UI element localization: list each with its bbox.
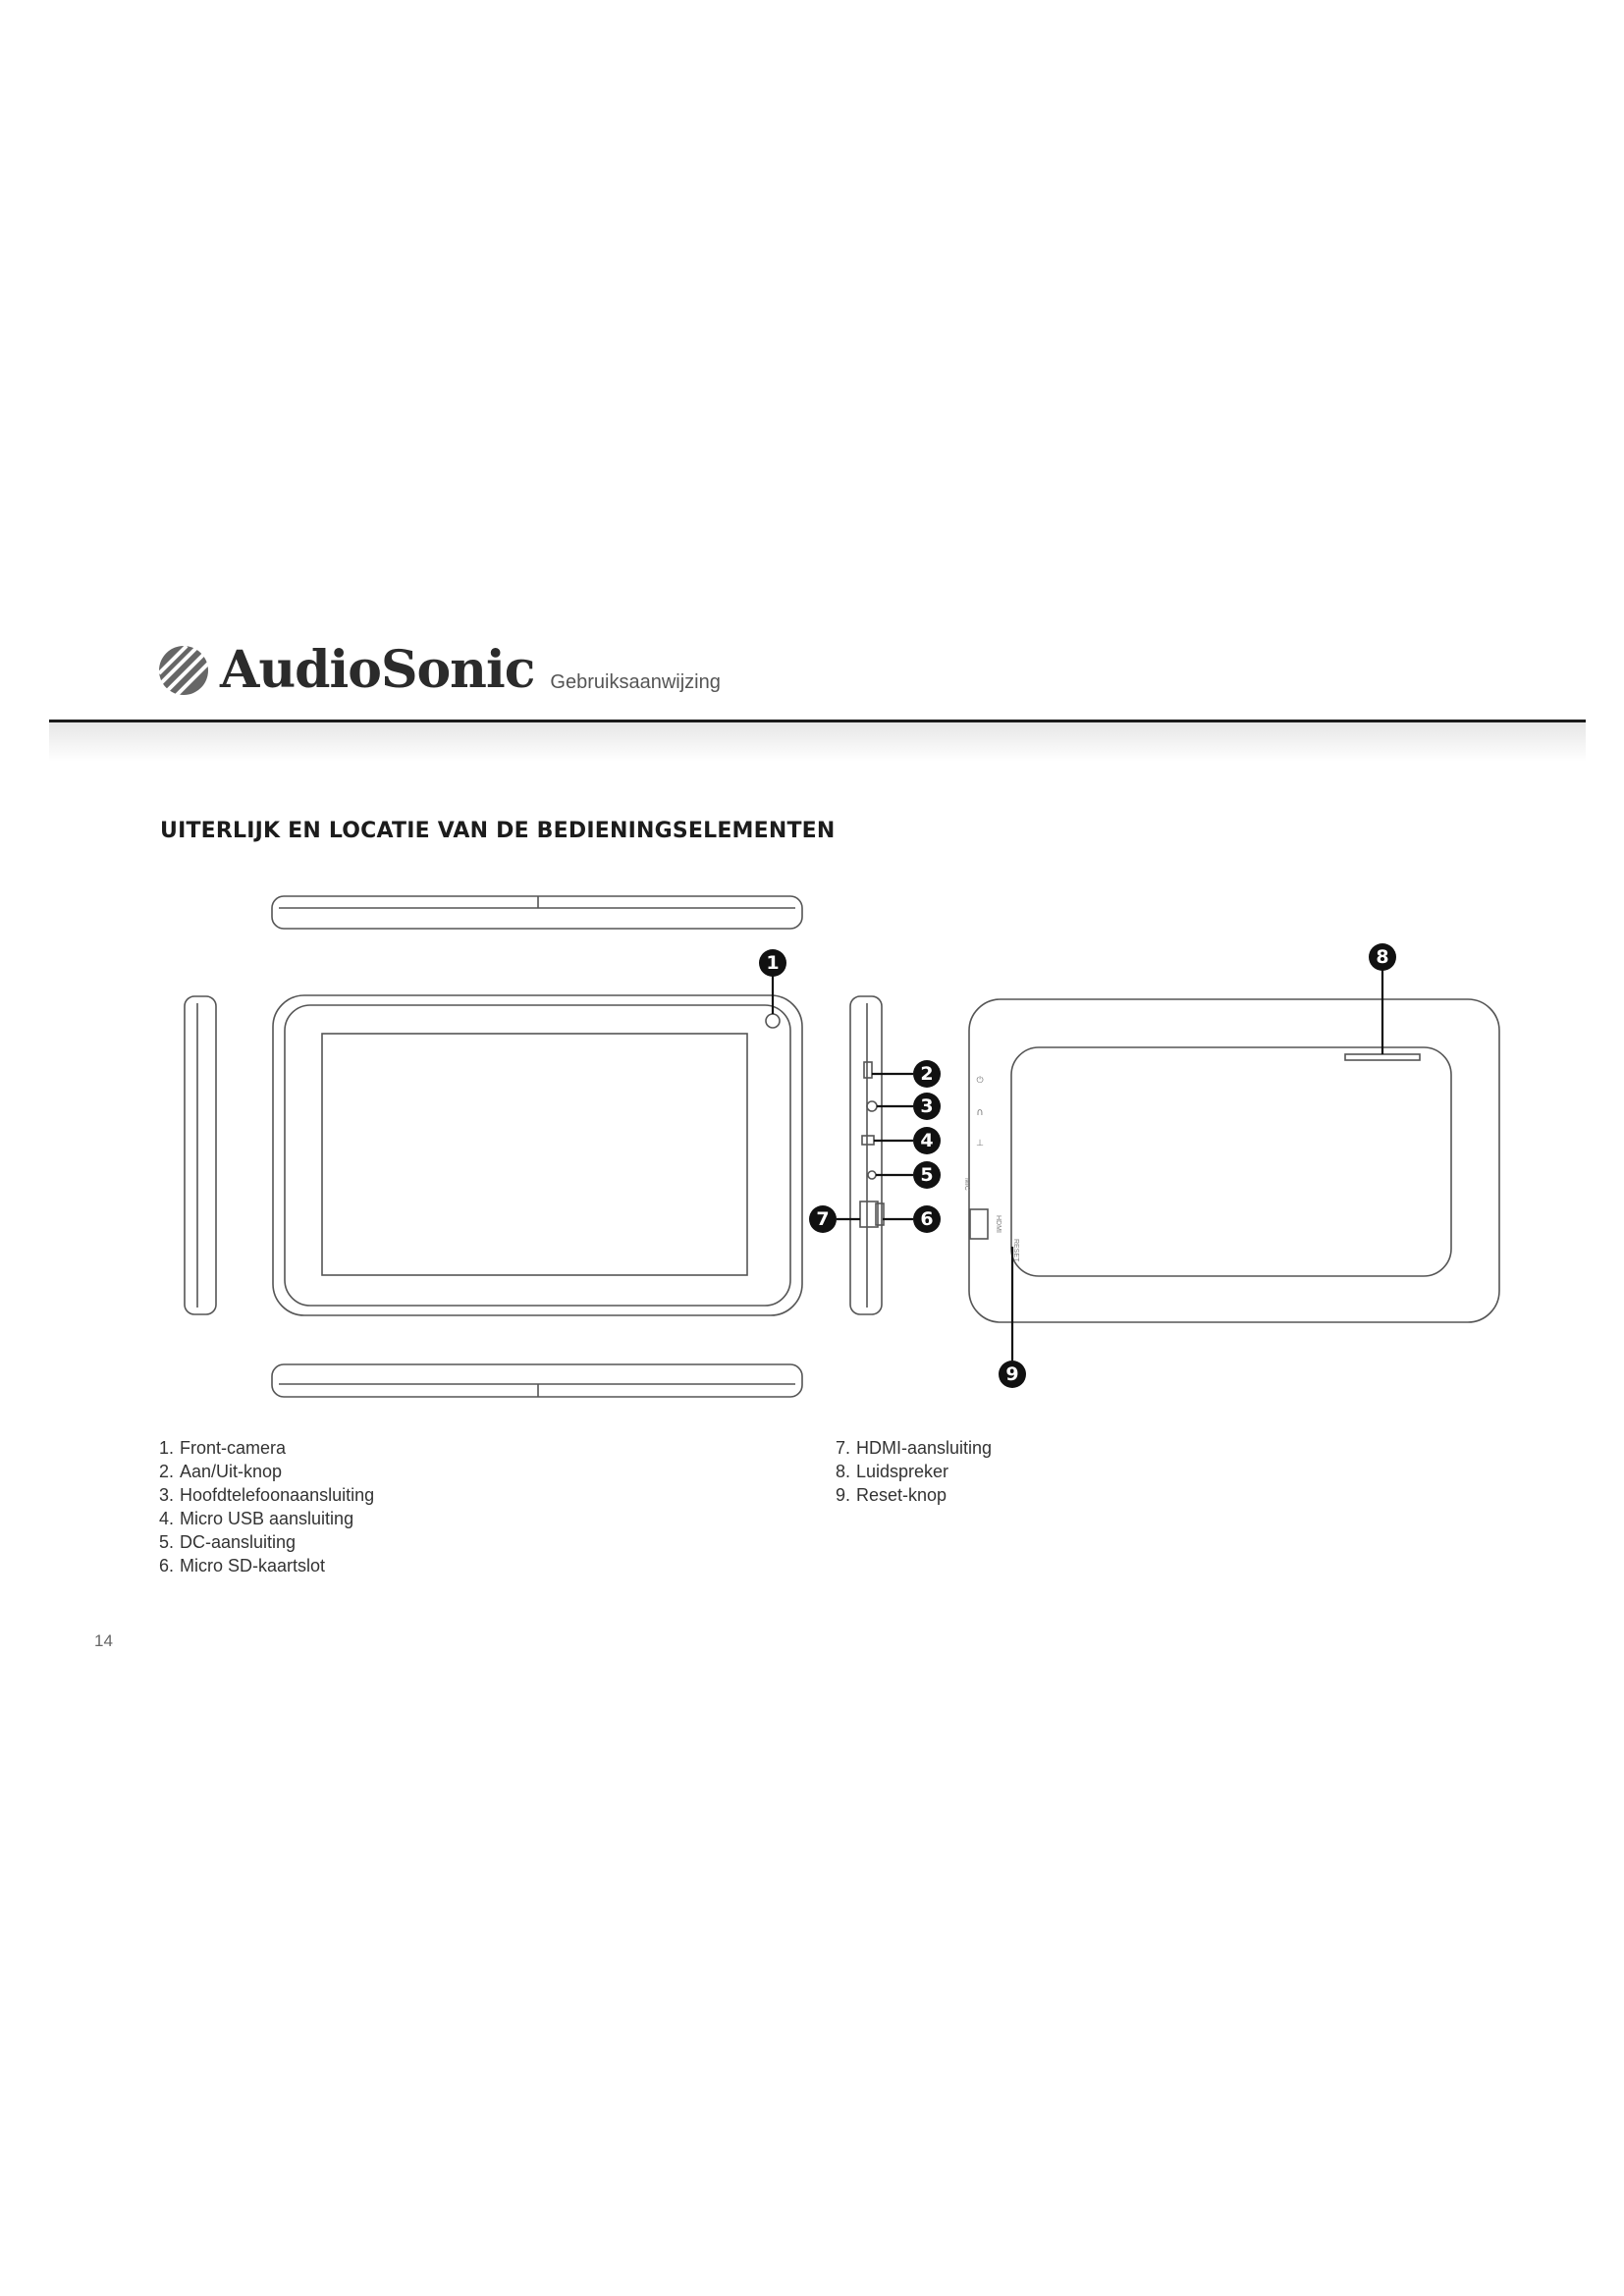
- legend-item-label: Front-camera: [180, 1438, 287, 1458]
- legend-item: [836, 1460, 992, 1483]
- legend-item-label: DC-aansluiting: [180, 1532, 297, 1552]
- header-subtitle: Gebruiksaanwijzing: [550, 671, 721, 693]
- svg-text:⊥: ⊥: [976, 1139, 984, 1148]
- legend-item-label: Micro SD-kaartslot: [180, 1556, 326, 1575]
- legend-item: [159, 1483, 374, 1507]
- legend-item-number: 1.: [159, 1438, 175, 1458]
- callout-9: 9: [999, 1361, 1026, 1388]
- legend-left: [159, 1436, 374, 1577]
- legend-item: [836, 1436, 992, 1460]
- legend-item-label: Hoofdtelefoonaansluiting: [180, 1485, 375, 1505]
- legend-item: [836, 1483, 992, 1507]
- bottom-edge-view: [272, 1364, 802, 1397]
- port-label-hdmi: HDMI: [995, 1215, 1001, 1233]
- legend-item-number: 3.: [159, 1485, 175, 1505]
- legend-item-number: 5.: [159, 1532, 175, 1552]
- callout-7: 7: [809, 1205, 837, 1233]
- legend-item-number: 2.: [159, 1462, 175, 1481]
- legend-item: [159, 1436, 374, 1460]
- top-edge-view: [272, 896, 802, 929]
- legend-item: [159, 1530, 374, 1554]
- callout-8: 8: [1369, 943, 1396, 971]
- legend-right: [836, 1436, 992, 1507]
- legend-item-label: Aan/Uit-knop: [180, 1462, 283, 1481]
- back-view: [969, 999, 1499, 1322]
- brand-name: AudioSonic: [220, 640, 535, 700]
- callout-3: 3: [913, 1093, 941, 1120]
- legend-item: [159, 1460, 374, 1483]
- legend-item-label: Micro USB aansluiting: [180, 1509, 354, 1528]
- left-side-view: [185, 996, 216, 1314]
- callout-5: 5: [913, 1161, 941, 1189]
- callout-2: 2: [913, 1060, 941, 1088]
- callout-4: 4: [913, 1127, 941, 1154]
- legend-item: [159, 1554, 374, 1577]
- port-label-reset: RESET: [1012, 1239, 1019, 1262]
- legend-item-label: Reset-knop: [856, 1485, 947, 1505]
- legend-item: [159, 1507, 374, 1530]
- svg-text:⏻: ⏻: [976, 1076, 984, 1086]
- right-side-view: [850, 996, 884, 1314]
- legend-item-number: 4.: [159, 1509, 175, 1528]
- callout-1: 1: [759, 949, 786, 977]
- page-number: 14: [94, 1631, 113, 1650]
- port-label-mic: MIC: [963, 1178, 970, 1191]
- legend-item-label: Luidspreker: [856, 1462, 949, 1481]
- legend-item-number: 7.: [836, 1438, 851, 1458]
- svg-text:∩: ∩: [976, 1107, 984, 1118]
- legend-item-number: 8.: [836, 1462, 851, 1481]
- legend-item-number: 6.: [159, 1556, 175, 1575]
- front-view: [273, 995, 802, 1315]
- legend-item-label: HDMI-aansluiting: [856, 1438, 993, 1458]
- leader-lines: [773, 970, 1382, 1361]
- callout-6: 6: [913, 1205, 941, 1233]
- section-title: UITERLIJK EN LOCATIE VAN DE BEDIENINGSELEMENTEN: [160, 819, 836, 843]
- legend-item-number: 9.: [836, 1485, 851, 1505]
